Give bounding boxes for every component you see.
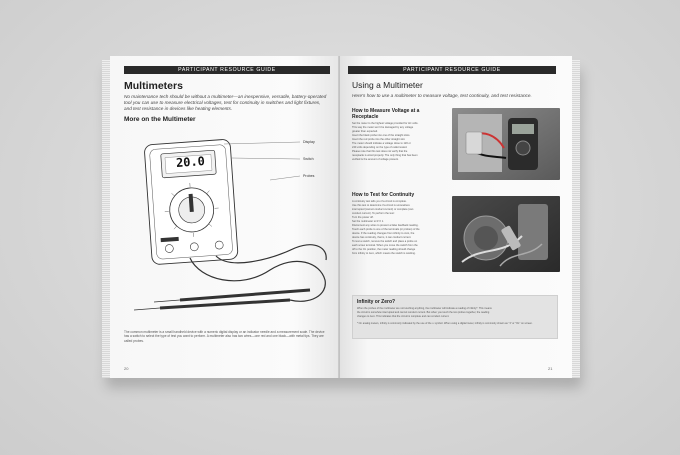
section-measure-voltage-text [352,122,448,162]
continuity-line: Use this test to determine if a circuit is somewhere [352,204,410,207]
callout-label-switch: Switch [303,157,314,161]
voltage-line: Insert the black probe into one of the straight slots. [352,134,411,137]
voltage-line: Set the meter to the highest voltage provided for AC volts. [352,122,419,125]
section-continuity-text [352,200,448,256]
callout-title: Infinity or Zero? [357,299,396,305]
multimeter-illustration [120,130,334,318]
callout-footnote: * On analog meters, infinity is commonly indicated by the use of the ∞ symbol. When using a digital meter, infinity is commonly shown as "1" or "OL" on screen. [357,322,533,326]
continuity-line: Turn the power off. [352,216,374,219]
voltage-line: 240 volts depending on the type of outlet tested. [352,146,408,149]
voltage-line: This way the meter won't be damaged by any voltage [352,126,414,129]
voltage-line: Please note that this test does not verify that the [352,150,408,153]
right-page-title: Using a Multimeter [352,80,423,90]
voltage-line: Insert the red probe into the other straight slot. [352,138,406,141]
left-page-number: 20 [124,366,129,371]
left-page-header: PARTICIPANT RESOURCE GUIDE [124,66,330,74]
right-page-edges [572,60,580,378]
voltage-line: verified is the amount of voltage present. [352,158,399,161]
voltage-line: greater than expected. [352,130,378,133]
continuity-line: To test a switch, remove the switch and place a probe on [352,240,418,243]
open-book [102,56,580,382]
callout-line: changes to zero. This indicates that the circuit is complete and can conduct current. [357,314,450,318]
voltage-line: receptacle is wired properly. The only thing that has been [352,154,418,157]
continuity-line: conduct current). To perform the test: [352,212,395,215]
continuity-line: device has continuity, that is, it can conduct current. [352,236,412,239]
right-page [340,56,572,378]
callout-line: the circuit is somehow interrupted and cannot conduct current. But when you touch the two probes together, the reading [357,310,490,314]
left-page [110,56,340,378]
continuity-line: Touch each probe to one of the terminals (or probes) of the [352,228,420,231]
voltage-line: The meter should indicate a voltage close to 120 or [352,142,411,145]
right-page-intro: Here's how to use a multimeter to measure voltage, test continuity, and test resistance. [352,93,532,98]
continuity-line: interrupted (cannot conduct current) or complete (can [352,208,414,211]
right-page-number: 21 [548,366,553,371]
left-page-edges [102,60,110,378]
section-continuity-title: How to Test for Continuity [352,192,415,198]
infinity-or-zero-callout [352,295,558,339]
callout-label-probes: Probes [303,174,315,178]
callout-label-display: Display [303,140,315,144]
right-page-header: PARTICIPANT RESOURCE GUIDE [348,66,556,74]
left-page-intro: No maintenance tech should be without a multimeter—an inexpensive, versatile, battery-operated tool you can use to measure electrical voltages, test for continuity in switches and light fixtures, and test resistance in devices like heating elements. [124,94,327,111]
continuity-line: A continuity test tells you if a circuit is complete. [352,200,407,203]
left-page-subtitle: More on the Multimeter [124,116,196,123]
meter-display-reading: 20.0 [175,154,206,170]
left-page-title: Multimeters [124,80,183,92]
section-measure-voltage-title: How to Measure Voltage at a Receptacle [352,108,420,120]
continuity-line: Disconnect any wires to prevent a false feedback reading. [352,224,419,227]
photo-test-continuity [452,196,560,272]
continuity-line: Set the multimeter to R X 1. [352,220,384,223]
continuity-line: off to the On position, the meter reading should change [352,248,416,251]
callout-line: When the probes of the multimeter are not touching anything, the multimeter will indicate a reading of infinity*. This means [357,307,492,310]
left-page-body-text: The common multimeter is a small handheld device with a numeric digital display or an indicator needle and a measurement scale. The device has a switch to select the type of test you want to perform. A multimeter also has two wires—one red and one black—with metal tips. They are called probes. [124,330,325,343]
photo-measure-voltage [452,108,560,180]
continuity-line: device. If the reading changes from infinity to zero, the [352,232,415,235]
continuity-line: from infinity to zero, which means the switch is working. [352,252,416,255]
continuity-line: each screw terminal. When you move the switch from the [352,244,418,247]
callout-text [357,307,553,326]
